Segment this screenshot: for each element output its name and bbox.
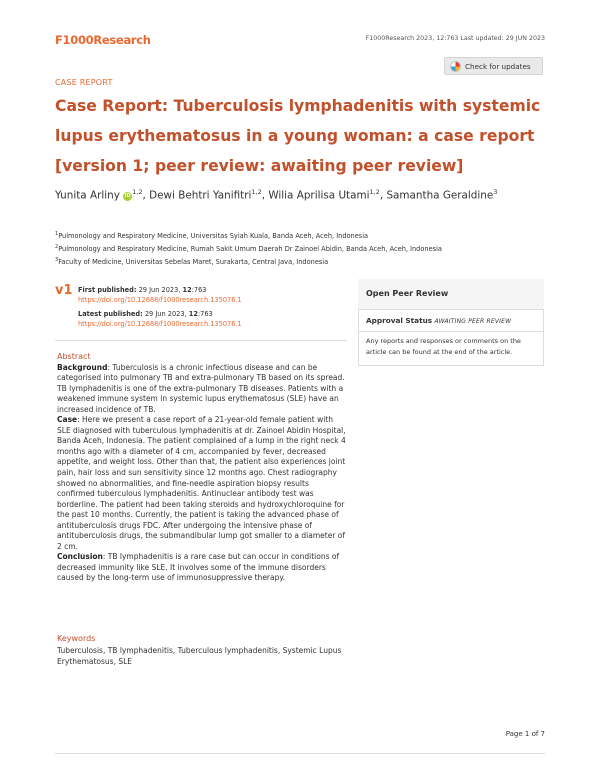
- affiliation-number: 1: [55, 231, 59, 237]
- latest-published-date: 29 Jun 2023,: [144, 310, 187, 318]
- abstract-case-label: Case: [57, 415, 78, 425]
- first-published-page: :763: [191, 286, 207, 294]
- abstract-heading: Abstract: [57, 352, 91, 361]
- abstract-conclusion-label: Conclusion: [57, 552, 103, 562]
- abstract-conclusion: [57, 552, 349, 584]
- keywords-text: Tuberculosis, TB lymphadenitis, Tuberculous lymphadenitis, Systemic Lupus Erythematosus, SLE: [57, 646, 342, 666]
- abstract-case: [57, 415, 349, 552]
- affiliation-text: Pulmonology and Respiratory Medicine, Rumah Sakit Umum Daerah Dr Zainoel Abidin, Banda Aceh, Aceh, Indonesia: [58, 245, 442, 254]
- divider: [358, 331, 544, 332]
- abstract-background: [57, 363, 349, 416]
- check-updates-icon: [450, 61, 461, 72]
- abstract: [57, 352, 349, 584]
- affiliation-number: 3: [55, 257, 59, 264]
- first-doi-link[interactable]: https://doi.org/10.12688/f1000research.135076.1: [78, 295, 242, 304]
- affiliation-text: Pulmonology and Respiratory Medicine, Universitas Syiah Kuala, Banda Aceh, Aceh, Indonesia: [58, 232, 369, 241]
- latest-published-page: :763: [197, 310, 213, 318]
- abstract-background-label: Background: [57, 362, 108, 372]
- latest-published-block: [78, 310, 242, 329]
- version-badge: v1: [55, 283, 73, 298]
- affiliation-item: [55, 229, 550, 242]
- affiliation-list: [55, 229, 550, 269]
- first-published-label: First published:: [78, 286, 137, 294]
- author-affiliation-ref: 1,2: [132, 188, 143, 196]
- divider: [55, 340, 347, 341]
- author-name[interactable]: Wilia Aprilisa Utami: [268, 189, 370, 202]
- check-updates-label: Check for updates: [465, 61, 531, 71]
- author-affiliation-ref: 1,2: [369, 188, 380, 196]
- check-updates-button[interactable]: [444, 57, 543, 75]
- header-meta: F1000Research 2023, 12:763 Last updated: 29 JUN 2023: [365, 35, 545, 42]
- journal-logo: F1000Research: [55, 33, 151, 47]
- first-published-block: [78, 286, 242, 305]
- article-type-label: CASE REPORT: [55, 78, 113, 87]
- first-published-date: 29 Jun 2023,: [138, 286, 181, 294]
- abstract-case-text: : Here we present a case report of a 21-year-old female patient with SLE diagnosed with tuberculous lymphadenitis at dr. Zainoel Abidin Hospital, Banda Aceh, Indonesia. The patient complained of a lump in the right neck 4 months ago with a diameter of 4 cm, accompanied by fever, decreased appetite, and weight loss. Other than that, the patient also experiences joint pain, hair loss and sun sensitivity since 12 months ago. Chest radiography showed no abnormalities, and fine-needle aspiration biopsy results confirmed tuberculous lymphadenitis. Antinuclear antibody test was borderline. The patient had been taking steroids and hydroxychloroquine for the past 10 months. Currently, the patient is taking the advanced phase of antituberculosis drugs FDC. After undergoing the intensive phase of antituberculosis drugs, the submandibular lump got smaller to a diameter of 2 cm.: [57, 415, 346, 551]
- orcid-icon[interactable]: iD: [124, 193, 131, 200]
- abstract-background-text: : Tuberculosis is a chronic infectious disease and can be categorised into pulmonary TB and extra-pulmonary TB based on its spread. TB lymphadenitis is one of the extra-pulmonary TB diseases. Patients with a weakened immune system in systemic lupus erythematosus (SLE) have an increased incidence of TB.: [57, 362, 345, 414]
- approval-status-value: AWAITING PEER REVIEW: [434, 318, 512, 325]
- affiliation-item: [55, 242, 550, 255]
- footer-divider: [55, 753, 545, 754]
- latest-doi-link[interactable]: https://doi.org/10.12688/f1000research.135076.1: [78, 319, 242, 328]
- author-list: Yunita Arliny iD$^{1,2}$, Dewi Behtri Yanifitri$^{1,2}$, Wilia Aprilisa Utami$^{1,2}$, Samantha Geraldine$^3$: [55, 188, 498, 202]
- approval-status-label: Approval Status: [366, 316, 433, 325]
- peer-review-title: Open Peer Review: [358, 279, 544, 310]
- author-name[interactable]: Samantha Geraldine: [386, 189, 494, 202]
- latest-published-label: Latest published:: [78, 310, 143, 318]
- first-published-volume: 12: [182, 286, 192, 294]
- keywords-heading: Keywords: [57, 634, 96, 643]
- latest-published-volume: 12: [188, 310, 198, 318]
- author-affiliation-ref: 3: [493, 188, 498, 196]
- article-title: Case Report: Tuberculosis lymphadenitis with systemic lupus erythematosus in a young woman: a case report [version 1; peer review: awaiting peer review]: [55, 97, 541, 175]
- approval-status: [366, 316, 511, 325]
- abstract-conclusion-text: : TB lymphadenitis is a rare case but can occur in conditions of decreased immunity like SLE. It involves some of the immune disorders caused by the long-term use of immunosuppressive therapy.: [57, 552, 340, 583]
- publication-info: [78, 286, 242, 329]
- author-affiliation-ref: 1,2: [251, 188, 262, 196]
- author-name[interactable]: Yunita Arliny: [55, 189, 120, 202]
- affiliation-item: [55, 255, 550, 268]
- affiliation-text: Faculty of Medicine, Universitas Sebelas Maret, Surakarta, Central Java, Indonesia: [58, 258, 329, 267]
- affiliation-number: 2: [55, 244, 59, 251]
- author-name[interactable]: Dewi Behtri Yanifitri: [149, 189, 252, 202]
- peer-review-note: Any reports and responses or comments on the article can be found at the end of the article.: [366, 337, 521, 356]
- page-number: Page 1 of 7: [505, 730, 545, 738]
